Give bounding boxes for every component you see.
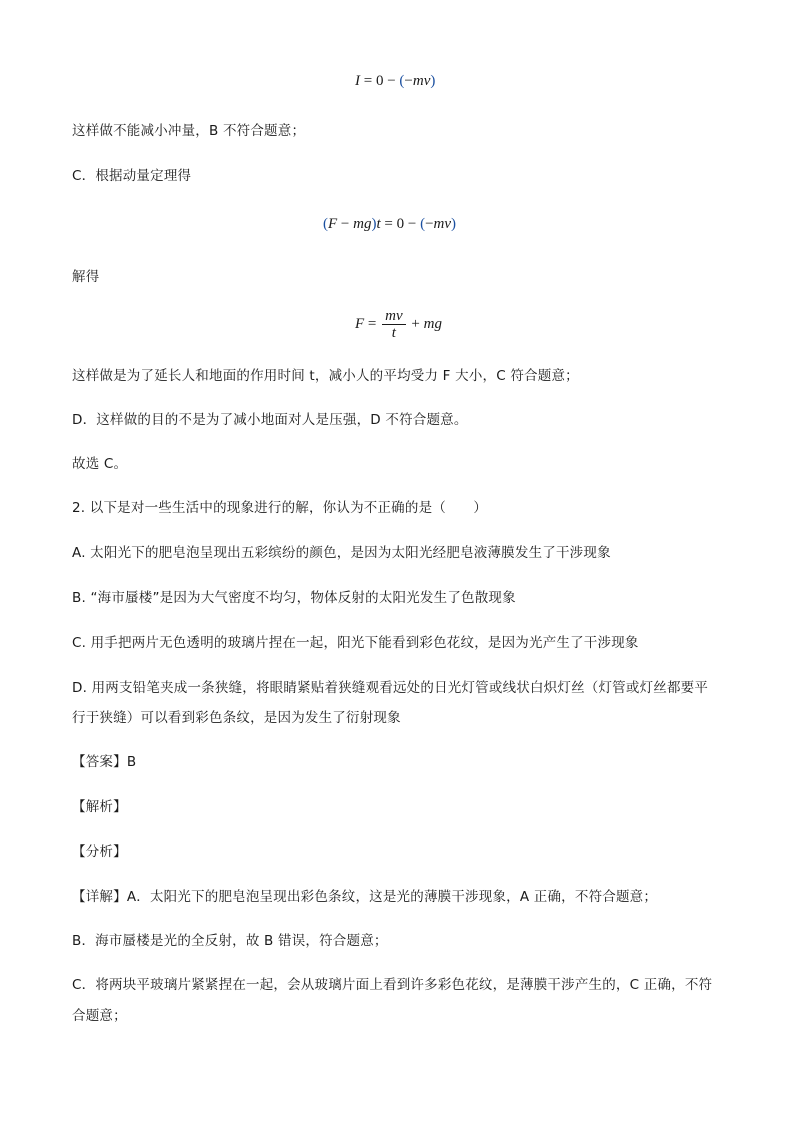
answer-value: B <box>126 754 137 770</box>
paren-right: ) <box>371 216 377 232</box>
detail-a-text: A．太阳光下的肥皂泡呈现出彩色条纹，这是光的薄膜干涉现象，A 正确，不符合题意； <box>126 889 658 905</box>
eq-text: + <box>407 315 424 332</box>
eq-text: − <box>425 216 434 232</box>
symbol-mg: mg <box>353 216 372 232</box>
symbol-mv: mv <box>433 216 452 232</box>
detail-line-a <box>72 887 657 907</box>
option-d-line2: 行于狭缝）可以看到彩色条纹，是因为发生了衍射现象 <box>72 710 401 726</box>
paren-left: ( <box>399 73 405 89</box>
fraction-numerator: mv <box>382 308 406 325</box>
eq-text: = 0 − <box>380 216 421 232</box>
eq-text: − <box>337 216 354 232</box>
option-d-line1: D. 用两支铅笔夹成一条狭缝，将眼睛紧贴着狭缝观看远处的日光灯管或线状白炽灯丝（灯管或灯丝都要平 <box>72 680 709 696</box>
equation-force <box>355 308 442 341</box>
symbol-mv: mv <box>412 73 431 89</box>
eq-text: = 0 − <box>360 73 400 89</box>
text-choose: 故选 C。 <box>72 456 128 472</box>
equation-impulse <box>355 70 435 92</box>
symbol-mg: mg <box>423 315 442 332</box>
text-solve: 解得 <box>72 269 100 285</box>
paren-right: ) <box>451 216 457 232</box>
question-2-stem: 2. 以下是对一些生活中的现象进行的解，你认为不正确的是（ ） <box>72 500 488 516</box>
text-c-result: 这样做是为了延长人和地面的作用时间 t，减小人的平均受力 F 大小，C 符合题意； <box>72 368 579 384</box>
detail-line-c1: C．将两块平玻璃片紧紧捏在一起，会从玻璃片面上看到许多彩色花纹，是薄膜干涉产生的，C 正确，不符 <box>72 977 713 993</box>
symbol-t: t <box>376 216 381 232</box>
detail-line-b: B．海市蜃楼是光的全反射，故 B 错误，符合题意； <box>72 933 388 949</box>
symbol-I: I <box>355 73 360 89</box>
paren-left: ( <box>323 216 328 232</box>
detail-tag: 【详解】 <box>72 889 127 905</box>
symbol-F: F <box>328 216 338 232</box>
option-c: C. 用手把两片无色透明的玻璃片捏在一起，阳光下能看到彩色花纹，是因为光产生了干涉现象 <box>72 635 639 651</box>
symbol-F: F <box>355 315 365 332</box>
fraction-denominator: t <box>391 325 396 341</box>
paren-right: ) <box>430 73 436 89</box>
answer-line <box>72 752 136 772</box>
text-d-result: D．这样做的目的不是为了减小地面对人是压强，D 不符合题意。 <box>72 412 468 428</box>
fenxi-tag: 【分析】 <box>72 844 127 860</box>
option-a: A. 太阳光下的肥皂泡呈现出五彩缤纷的颜色，是因为太阳光经肥皂液薄膜发生了干涉现象 <box>72 545 611 561</box>
eq-text: = <box>364 315 381 332</box>
option-b: B. “海市蜃楼”是因为大气密度不均匀，物体反射的太阳光发生了色散现象 <box>72 590 516 606</box>
answer-tag: 【答案】 <box>72 754 127 770</box>
analysis-tag: 【解析】 <box>72 799 127 815</box>
paren-left: ( <box>420 216 426 232</box>
eq-text: − <box>404 73 413 89</box>
text-c-head: C．根据动量定理得 <box>72 168 192 184</box>
fraction <box>382 308 406 341</box>
text-b-result: 这样做不能减小冲量，B 不符合题意； <box>72 123 306 139</box>
detail-line-c2: 合题意； <box>72 1008 127 1024</box>
equation-momentum-theorem <box>323 213 456 235</box>
